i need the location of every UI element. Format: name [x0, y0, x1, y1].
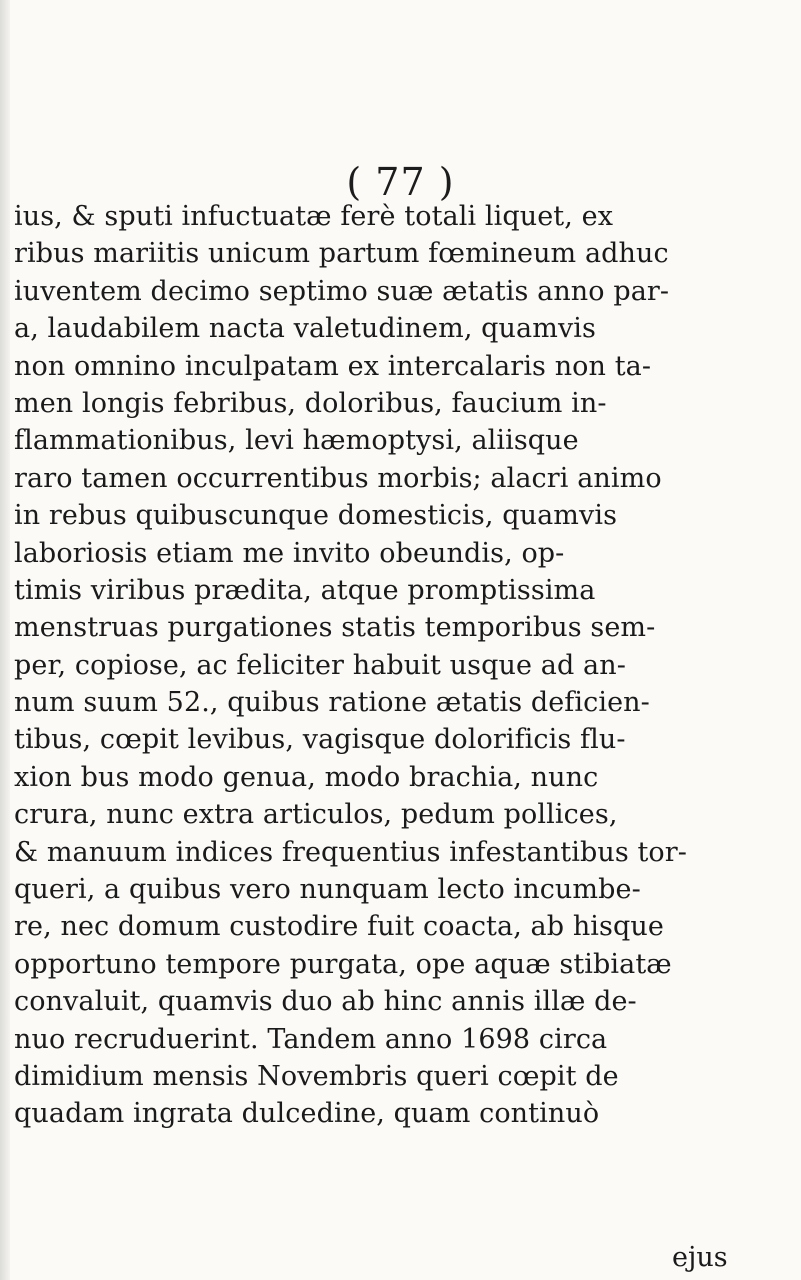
text-line-16: xion bus modo genua, modo brachia, nunc: [14, 761, 599, 793]
text-line-7: flammationibus, levi hæmoptysi, aliisque: [14, 425, 579, 457]
catchword: ejus: [672, 1242, 728, 1273]
text-line-25: quadam ingrata dulcedine, quam continuò: [14, 1098, 600, 1130]
text-line-12: menstruas purgationes statis temporibus sem-: [14, 612, 656, 644]
text-line-15: tibus, cœpit levibus, vagisque dolorificis flu-: [14, 724, 626, 756]
text-line-18: & manuum indices frequentius infestantibus tor-: [14, 836, 688, 868]
page-number: ( 77 ): [346, 160, 455, 204]
text-line-23: nuo recruduerint. Tandem anno 1698 circa: [14, 1023, 608, 1055]
text-line-1: ius, & sputi infuctuatæ ferè totali liquet, ex: [14, 201, 614, 232]
text-line-17: crura, nunc extra articulos, pedum pollices,: [14, 799, 618, 831]
text-line-3: iuventem decimo septimo suæ ætatis anno par-: [14, 275, 670, 307]
text-line-10: laboriosis etiam me invito obeundis, op-: [14, 537, 565, 569]
text-line-14: num suum 52., quibus ratione ætatis deficien-: [14, 687, 650, 719]
text-line-21: opportuno tempore purgata, ope aquæ stibiatæ: [14, 948, 672, 980]
text-line-2: ribus mariitis unicum partum fœmineum adhuc: [14, 238, 669, 270]
text-line-24: dimidium mensis Novembris queri cœpit de: [14, 1060, 619, 1092]
latin-text-block: [14, 198, 798, 1133]
text-line-22: convaluit, quamvis duo ab hinc annis illæ de-: [14, 986, 637, 1018]
text-line-8: raro tamen occurrentibus morbis; alacri animo: [14, 462, 662, 494]
text-line-13: per, copiose, ac feliciter habuit usque ad an-: [14, 649, 626, 681]
text-line-11: timis viribus prædita, atque promptissima: [14, 574, 596, 606]
text-line-9: in rebus quibuscunque domesticis, quamvis: [14, 500, 618, 532]
text-line-4: a, laudabilem nacta valetudinem, quamvis: [14, 313, 596, 345]
text-line-19: queri, a quibus vero nunquam lecto incumbe-: [14, 874, 641, 906]
text-line-20: re, nec domum custodire fuit coacta, ab hisque: [14, 911, 664, 943]
text-line-5: non omnino inculpatam ex intercalaris non ta-: [14, 350, 652, 382]
text-line-6: men longis febribus, doloribus, faucium in-: [14, 387, 607, 419]
